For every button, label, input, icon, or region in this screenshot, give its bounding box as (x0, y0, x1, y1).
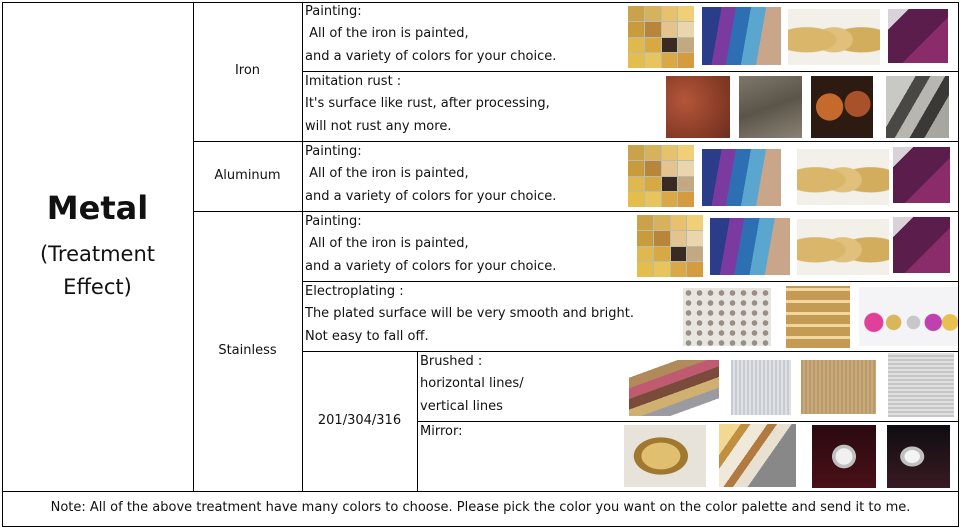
swatch (678, 6, 694, 21)
swatch (654, 247, 670, 262)
brushed-silver-image (731, 360, 791, 415)
swatch (637, 231, 653, 246)
color-chart-image (683, 288, 771, 346)
swatch (662, 192, 678, 207)
purple-panel-image (893, 217, 950, 273)
material-aluminum: Aluminum (214, 168, 281, 183)
swatch (645, 53, 661, 68)
swatch (678, 192, 694, 207)
swatch (662, 53, 678, 68)
treatment-line: will not rust any more. (305, 119, 452, 134)
swatch (671, 231, 687, 246)
category-subtitle-1: (Treatment (39, 242, 156, 266)
category-title: Metal (46, 189, 149, 227)
note-separator (2, 491, 959, 492)
brushed-hairline-image (888, 353, 954, 417)
treatment-line: All of the iron is painted, (305, 236, 469, 251)
row-line-5 (302, 351, 959, 352)
treatment-line: and a variety of colors for your choice. (305, 259, 557, 274)
swatch (628, 177, 644, 192)
swatch (628, 22, 644, 37)
swatch (662, 22, 678, 37)
treatment-line: All of the iron is painted, (305, 26, 469, 41)
treatment-line: and a variety of colors for your choice. (305, 189, 557, 204)
swatch (637, 262, 653, 277)
brushed-colors-image (629, 360, 719, 416)
swatch (678, 161, 694, 176)
mirror-logo-image (887, 425, 950, 488)
color-panels-image (702, 149, 781, 206)
swatch (645, 145, 661, 160)
purple-panel-image (888, 9, 948, 63)
swatch (678, 22, 694, 37)
swatch (645, 192, 661, 207)
category-subtitle-2: Effect) (63, 275, 132, 299)
swatch (671, 215, 687, 230)
swatch (654, 215, 670, 230)
swatch (645, 22, 661, 37)
swatch (687, 231, 703, 246)
treatment-title: Painting: (305, 4, 362, 19)
color-palette-image (628, 6, 694, 68)
swatch (671, 247, 687, 262)
swatch (628, 161, 644, 176)
gold-letters-image (797, 219, 889, 275)
material-grades: 201/304/316 (317, 413, 402, 428)
swatch (662, 38, 678, 53)
treatment-line: The plated surface will be very smooth and bright. (305, 306, 634, 321)
swatch (654, 262, 670, 277)
row-line-6 (417, 421, 959, 422)
material-stainless: Stainless (218, 343, 277, 358)
treatment-title: Brushed : (420, 354, 483, 369)
mirror-gold-letter-image (624, 425, 706, 487)
swatch (671, 262, 687, 277)
footer-note: Note: All of the above treatment have many colors to choose. Please pick the color you want on the color palette and send it to me. (50, 500, 911, 515)
color-panels-image (702, 7, 781, 65)
swatch (628, 145, 644, 160)
treatment-title: Imitation rust : (305, 74, 402, 89)
gold-tiles-image (786, 286, 850, 348)
swatch (687, 262, 703, 277)
swatch (687, 215, 703, 230)
treatment-title: Painting: (305, 214, 362, 229)
swatch (645, 38, 661, 53)
border-top (2, 2, 959, 3)
purple-panel-image (893, 147, 950, 203)
mirror-title: Mirror: (420, 424, 463, 439)
swatch (628, 53, 644, 68)
color-palette-image (637, 215, 703, 277)
swatch (628, 192, 644, 207)
gold-letters-image (788, 9, 880, 65)
treatment-line: and a variety of colors for your choice. (305, 49, 557, 64)
treatment-line: horizontal lines/ (420, 376, 524, 391)
treatment-title: Painting: (305, 144, 362, 159)
swatch (662, 177, 678, 192)
treatment-title: Electroplating : (305, 284, 404, 299)
brushed-bronze-image (801, 360, 876, 414)
swatch (678, 53, 694, 68)
treatment-line: vertical lines (420, 399, 503, 414)
color-palette-image (628, 145, 694, 207)
swatch (678, 38, 694, 53)
rust-texture-image (666, 76, 730, 138)
swatch (645, 161, 661, 176)
swatch (654, 231, 670, 246)
border-right (958, 2, 959, 527)
weathered-steel-image (739, 76, 802, 138)
swatch (645, 6, 661, 21)
mirror-sign-image (812, 425, 876, 488)
mirror-strips-image (719, 424, 796, 487)
treatment-line: It's surface like rust, after processing, (305, 96, 550, 111)
swatch (662, 145, 678, 160)
swatch (628, 38, 644, 53)
dark-letters-image (886, 76, 949, 138)
border-bottom (2, 526, 959, 527)
swatch (678, 177, 694, 192)
rust-letters-image (811, 76, 873, 138)
swatch (678, 145, 694, 160)
swatch (645, 177, 661, 192)
color-panels-image (710, 218, 790, 275)
swatch (662, 6, 678, 21)
swatch (637, 215, 653, 230)
colored-balls-image (859, 287, 958, 346)
swatch (687, 247, 703, 262)
material-iron: Iron (234, 63, 261, 78)
treatment-line: Not easy to fall off. (305, 329, 429, 344)
treatment-line: All of the iron is painted, (305, 166, 469, 181)
swatch (637, 247, 653, 262)
swatch (662, 161, 678, 176)
swatch (628, 6, 644, 21)
gold-letters-image (797, 149, 889, 205)
